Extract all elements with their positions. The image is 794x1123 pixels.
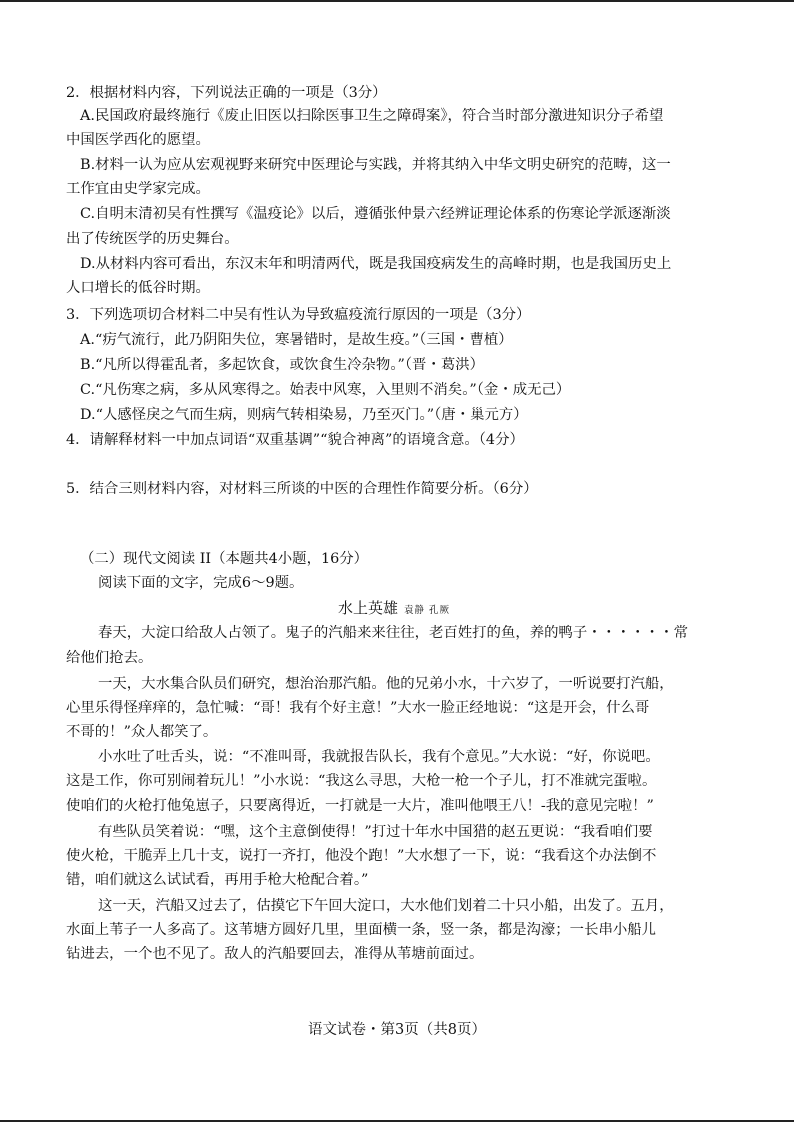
question-3-stem: 3．下列选项切合材料二中吴有性认为导致瘟疫流行原因的一项是（3分）: [66, 307, 531, 323]
q2-option-d-line2: 人口增长的低谷时期。: [66, 280, 210, 296]
q2-option-d-line1: D.从材料内容可看出，东汉末年和明清两代，既是我国疫病发生的高峰时期，也是我国历史上: [80, 256, 672, 272]
section-2-heading: （二）现代文阅读 II（本题共4小题，16分）: [80, 551, 369, 567]
q3-option-a: A.“疠气流行，此乃阴阳失位，寒暑错时，是故生疫。”（三国・曹植）: [80, 332, 513, 348]
q3-option-b: B.“凡所以得霍乱者，多起饮食，或饮食生冷杂物。”（晋・葛洪）: [80, 357, 485, 373]
story-p4-line1: 有些队员笑着说：“嘿，这个主意倒使得！”打过十年水中国猎的赵五更说：“我看咱们要: [98, 824, 653, 840]
story-title: 水上英雄: [338, 599, 399, 617]
section-2-instruction: 阅读下面的文字，完成6～9题。: [98, 575, 304, 591]
story-p2-line1: 一天，大水集合队员们研究，想治治那汽船。他的兄弟小水，十六岁了，一听说要打汽船，: [98, 676, 674, 692]
q2-option-c-line1: C.自明末清初吴有性撰写《温疫论》以后，遵循张仲景六经辨证理论体系的伤寒论学派逐渐淡: [80, 206, 671, 222]
story-p1-line1: 春天，大淀口给敌人占领了。鬼子的汽船来来往往，老百姓打的鱼，养的鸭子・・・・・・常: [98, 625, 689, 641]
story-p2-line3: 不哥的！”众人都笑了。: [66, 724, 218, 740]
story-p2-line2: 心里乐得怪痒痒的，急忙喊：“哥！我有个好主意！”大水一脸正经地说：“这是开会，什么哥: [66, 700, 650, 716]
q3-option-d: D.“人感怪戾之气而生病，则病气转相染易，乃至灭门。”（唐・巢元方）: [80, 407, 528, 423]
question-4: 4．请解释材料一中加点词语“双重基调”“貌合神离”的语境含意。（4分）: [66, 432, 524, 448]
story-p3-line3: 使咱们的火枪打他兔崽子，只要离得近，一打就是一大片，准叫他喂王八！-我的意见完啦！”: [66, 798, 654, 814]
story-p5-line3: 钻进去，一个也不见了。敌人的汽船要回去，准得从苇塘前面过。: [66, 946, 484, 962]
q3-option-c: C.“凡伤寒之病，多从风寒得之。始表中风寒，入里则不消矣。”（金・成无己）: [80, 382, 571, 398]
q2-option-b-line1: B.材料一认为应从宏观视野来研究中医理论与实践，并将其纳入中华文明史研究的范畴，这一: [80, 157, 671, 173]
q2-option-a-line1: A.民国政府最终施行《废止旧医以扫除医事卫生之障碍案》，符合当时部分激进知识分子希望: [80, 108, 664, 124]
story-p5-line1: 这一天，汽船又过去了，估摸它下午回大淀口，大水他们划着二十只小船，出发了。五月，: [98, 898, 674, 914]
story-title-line: [338, 597, 450, 622]
story-p3-line2: 这是工作，你可别闹着玩儿！”小水说：“我这么寻思，大枪一枪一个子儿，打不准就完蛋啦。: [66, 773, 657, 789]
story-p4-line3: 错，咱们就这么试试看，再用手枪大枪配合着。”: [66, 872, 369, 888]
page-footer: 语文试卷・第3页（共8页）: [308, 1022, 486, 1038]
question-5: 5．结合三则材料内容，对材料三所谈的中医的合理性作简要分析。（6分）: [66, 481, 538, 497]
story-p4-line2: 使火枪，干脆弄上几十支，说打一齐打，他没个跑！”大水想了一下，说：“我看这个办法倒不: [66, 848, 657, 864]
story-p3-line1: 小水吐了吐舌头，说：“不准叫哥，我就报告队长，我有个意见。”大水说：“好，你说吧。: [98, 749, 660, 765]
top-border: [0, 0, 794, 2]
bottom-border: [0, 1120, 794, 1122]
q2-option-c-line2: 出了传统医学的历史舞台。: [66, 231, 239, 247]
question-2-stem: 2．根据材料内容，下列说法正确的一项是（3分）: [66, 85, 387, 101]
q2-option-a-line2: 中国医学西化的愿望。: [66, 132, 210, 148]
q2-option-b-line2: 工作宜由史学家完成。: [66, 181, 210, 197]
story-p1-line2: 给他们抢去。: [66, 650, 153, 666]
story-authors: 袁静 孔厥: [404, 605, 451, 616]
story-p5-line2: 水面上苇子一人多高了。这苇塘方圆好几里，里面横一条，竖一条，都是沟濠；一长串小船儿: [66, 922, 657, 938]
